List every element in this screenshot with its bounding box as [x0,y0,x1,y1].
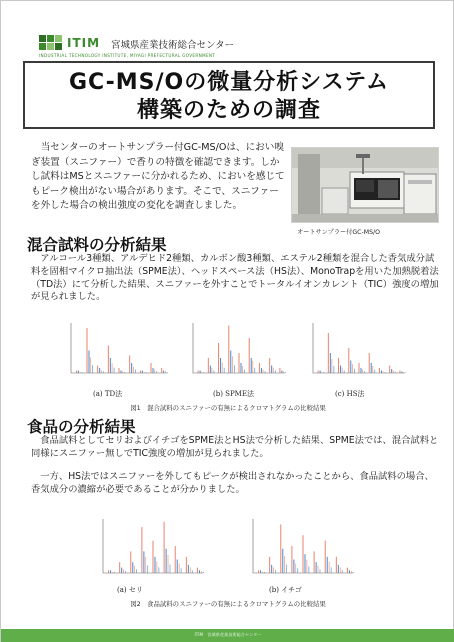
gc-ms-o-photo [291,147,439,223]
intro-paragraph: 当センターのオートサンプラー付GC-MS/Oは、におい嗅ぎ装置（スニファー）で香りの特徴を確認できます。しかし試料はMSとスニファーに分かれるため、においを感じてもピーク検出がない場合があります。そこで、スニファーを外した場合の検出強度の変化を調査しました。 [31,142,285,212]
panel-label-spme: (b) SPME法 [213,390,254,398]
chart-seri [95,515,207,581]
poster-title [25,69,433,125]
chart-axes [71,323,167,373]
title-box [23,61,435,129]
itim-logo-mark [39,35,63,52]
title-line-1: GC-MS/Oの微量分析システム [68,70,390,95]
section1-heading: 混合試料の分析結果 [27,236,167,254]
footer-text: ITIM 宮城県産業技術総合センター [194,632,262,637]
chart-td [63,319,171,381]
section2-heading: 食品の分析結果 [27,418,136,436]
panel-label-hs: (c) HS法 [335,390,365,398]
panel-label-seri: (a) セリ [117,586,143,594]
title-line-2: 構築のための調査 [136,98,321,123]
section2-paragraph-2: 一方、HS法ではスニファーを外してもピークが検出されなかったことから、食品試料の場合、香気成分の濃縮が必要であることが分かりました。 [31,471,434,495]
itim-logo-text: ITIM [67,36,101,50]
chart-ichigo [245,515,357,581]
section1-paragraph: アルコール3種類、アルデヒド2種類、カルボン酸3種類、エステル2種類を混合した香気成分試料を固相マイクロ抽出法（SPME法）、ヘッドスペース法（HS法）、MonoTrapを用いた加熱脱着法（TD法）にて分析した結果、スニファーを外すことでトータルイオンカレント（TIC）強度の増加が見られました。 [31,253,439,303]
photo-caption: オートサンプラー付GC-MS/O [297,229,380,236]
figure1-caption: 図1 混合試料のスニファーの有無によるクロマトグラムの比較結果 [130,404,326,412]
instrument-illustration [292,148,439,223]
chart-spme [185,319,289,381]
chart-hs [305,319,409,381]
org-subtitle: INDUSTRIAL TECHNOLOGY INSTITUTE, MIYAGI PREFECTURAL GOVERNMENT [39,53,216,58]
panel-label-ichigo: (b) イチゴ [269,586,302,594]
panel-label-td: (a) TD法 [93,390,123,398]
figure2-caption: 図2 食品試料のスニファーの有無によるクロマトグラムの比較結果 [130,600,326,608]
section2-paragraph-1: 食品試料としてセリおよびイチゴをSPME法とHS法で分析した結果、SPME法では、混合試料と同様にスニファー無しでTIC強度の増加が見られました。 [31,435,439,459]
footer-bar [1,629,454,642]
org-name: 宮城県産業技術総合センター [111,40,235,51]
